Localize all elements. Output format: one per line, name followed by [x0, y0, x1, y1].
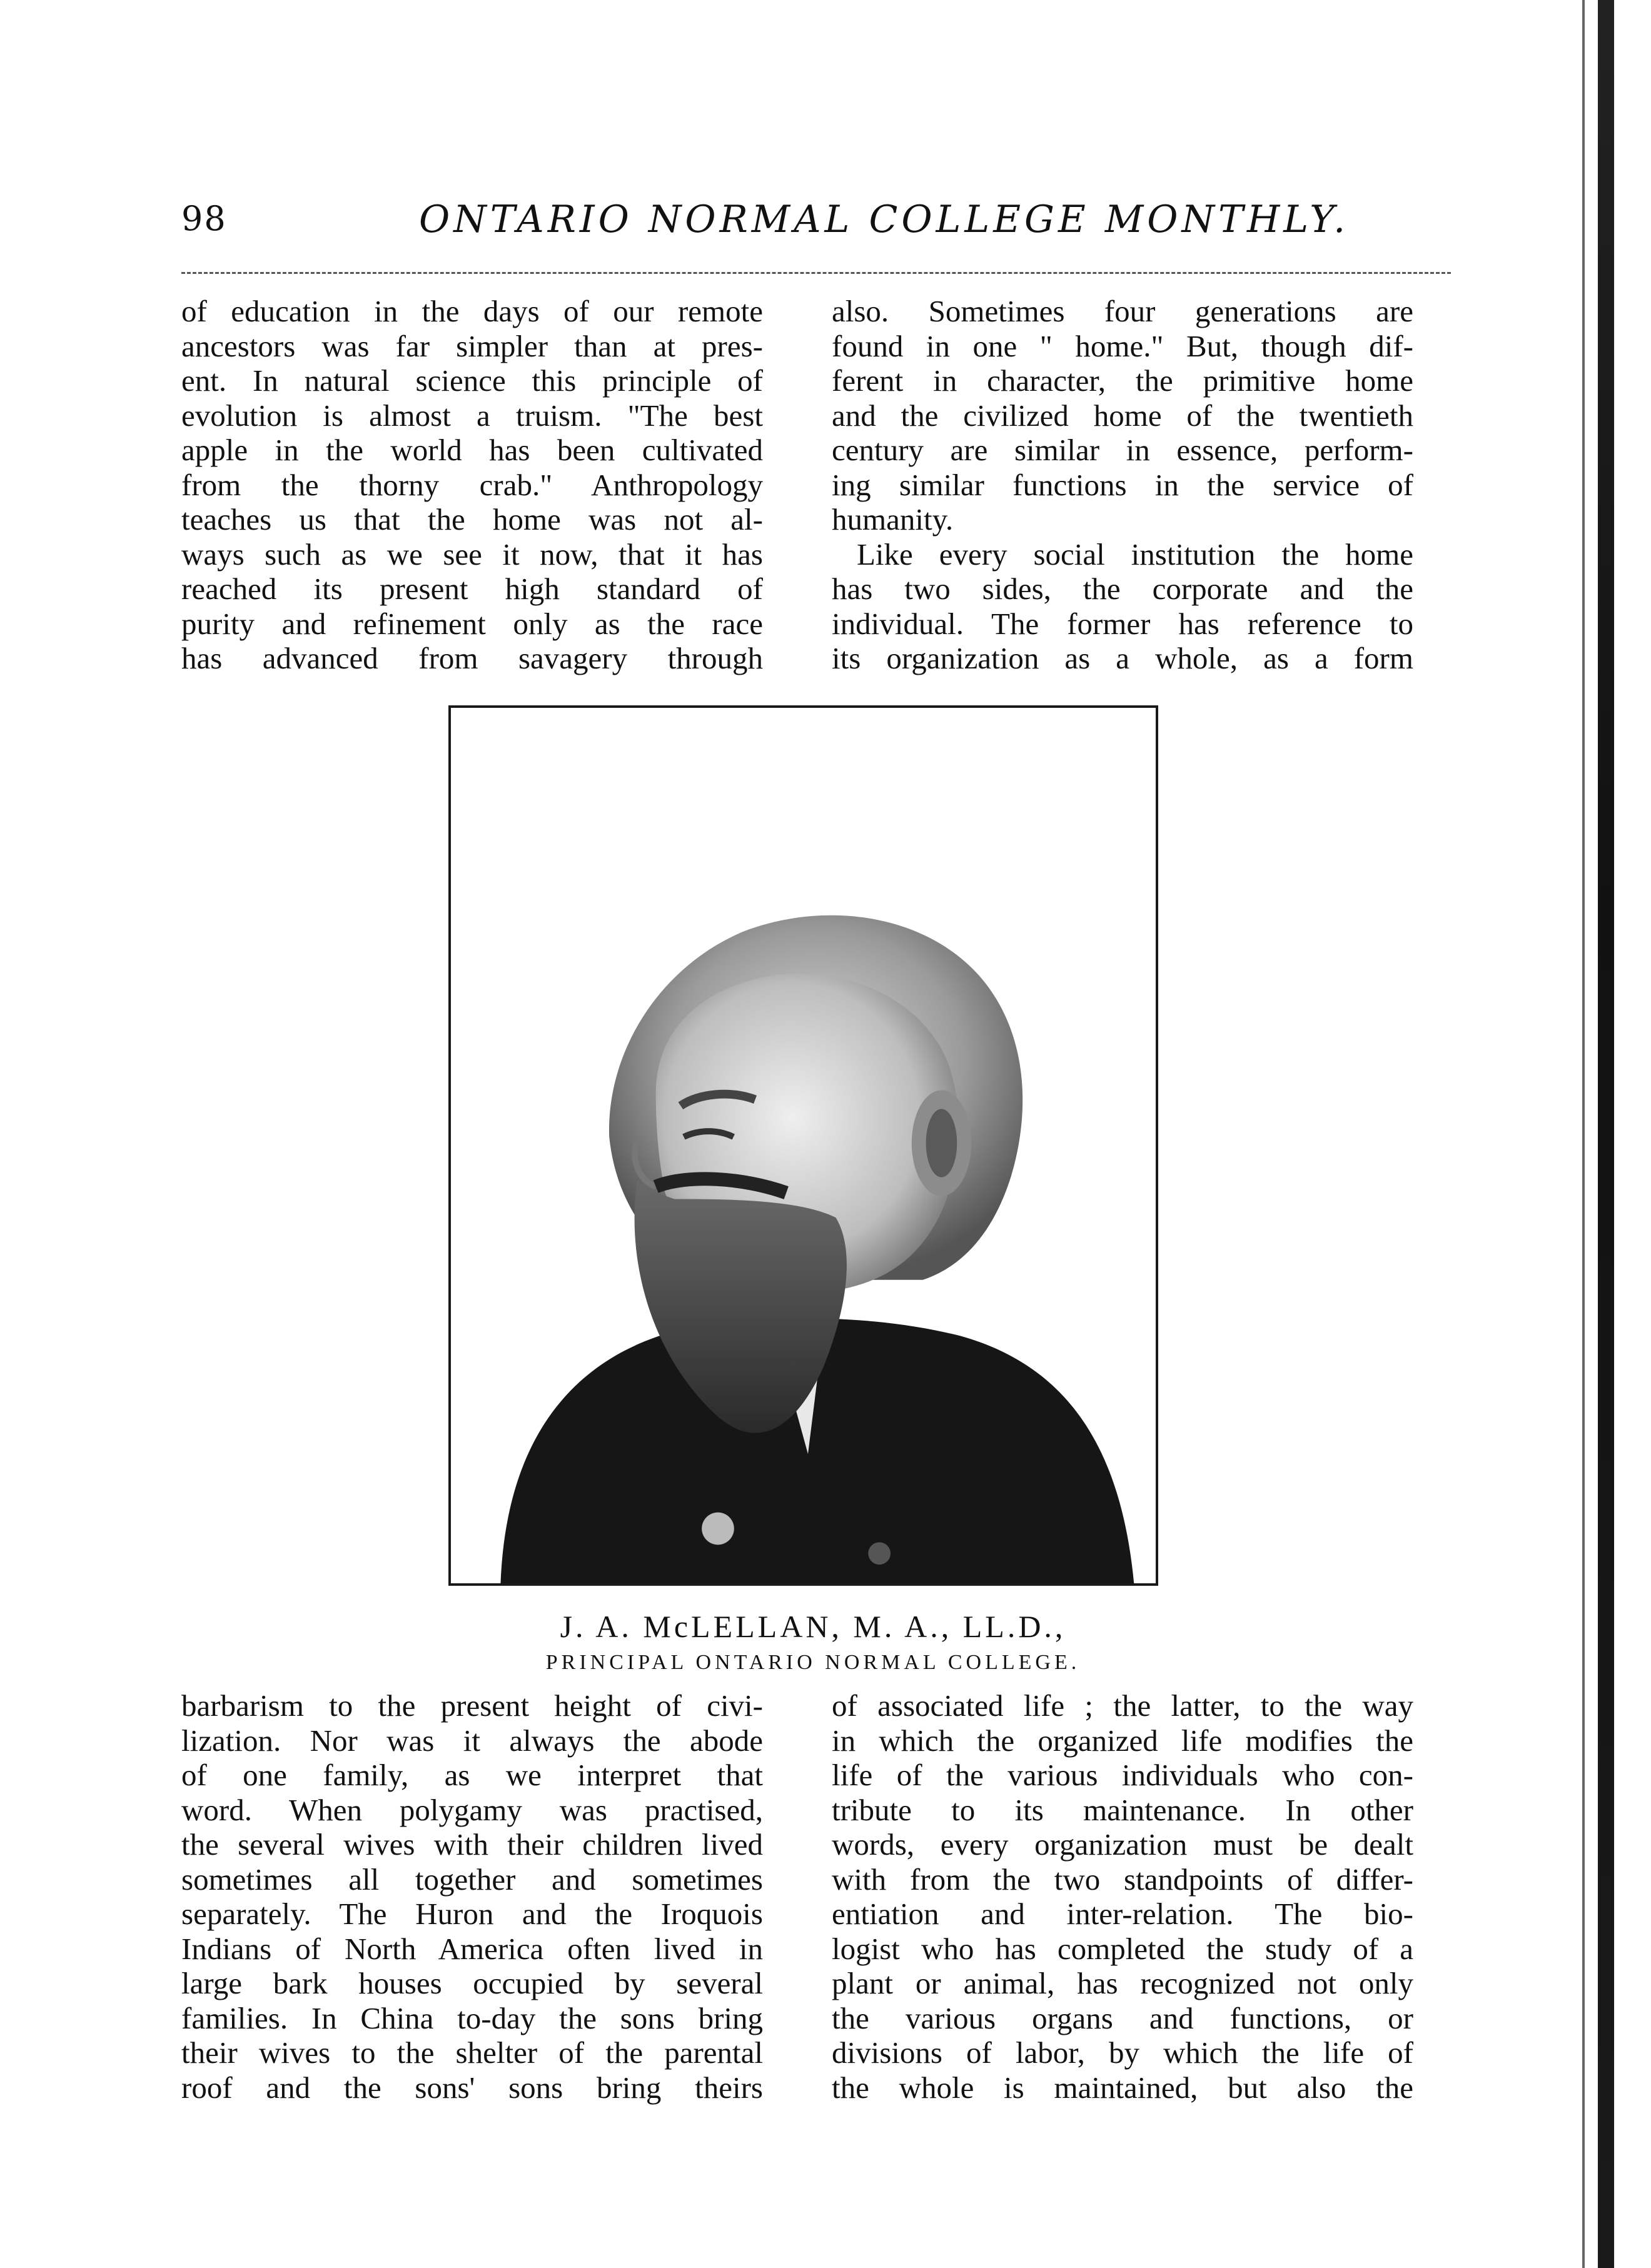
- text-line: Like every social institution the home: [857, 537, 1413, 572]
- text-line: teaches us that the home was not al-: [181, 502, 763, 537]
- text-line: in which the organized life modifies the: [832, 1723, 1413, 1758]
- text-line: Indians of North America often lived in: [181, 1931, 763, 1966]
- text-line: with from the two standpoints of differ-: [832, 1862, 1413, 1897]
- portrait-illustration: [451, 708, 1156, 1583]
- text-line: evolution is almost a truism. "The best: [181, 398, 763, 433]
- text-line: ferent in character, the primitive home: [832, 363, 1413, 398]
- page-header: [181, 199, 1451, 255]
- text-line: of education in the days of our remote: [181, 294, 763, 328]
- portrait-caption-name: J. A. McLELLAN, M. A., LL.D.,: [560, 1609, 1066, 1644]
- text-line: logist who has completed the study of a: [832, 1931, 1413, 1966]
- portrait-caption-title: PRINCIPAL ONTARIO NORMAL COLLEGE.: [545, 1651, 1081, 1674]
- text-line: the whole is maintained, but also the: [832, 2070, 1413, 2105]
- portrait-photo: [448, 705, 1158, 1586]
- running-title: ONTARIO NORMAL COLLEGE MONTHLY.: [419, 198, 1350, 241]
- text-line: reached its present high standard of: [181, 572, 763, 606]
- text-line: plant or animal, has recognized not only: [832, 1966, 1413, 2000]
- text-line: families. In China to-day the sons bring: [181, 2000, 763, 2035]
- text-line: individual. The former has reference to: [832, 606, 1413, 641]
- text-line: life of the various individuals who con-: [832, 1758, 1413, 1792]
- text-line: century are similar in essence, perform-: [832, 433, 1413, 467]
- header-rule: [181, 272, 1451, 274]
- text-line: ent. In natural science this principle of: [181, 363, 763, 398]
- text-line: of one family, as we interpret that: [181, 1758, 763, 1792]
- text-line: divisions of labor, by which the life of: [832, 2035, 1413, 2070]
- text-line: the several wives with their children lived: [181, 1827, 763, 1862]
- text-line: lization. Nor was it always the abode: [181, 1723, 763, 1758]
- text-line: word. When polygamy was practised,: [181, 1792, 763, 1827]
- text-line: apple in the world has been cultivated: [181, 433, 763, 467]
- text-line: large bark houses occupied by several: [181, 1966, 763, 2000]
- column-top-left: [181, 294, 763, 676]
- column-bottom-right: [832, 1688, 1413, 2105]
- text-line: of associated life ; the latter, to the way: [832, 1688, 1413, 1723]
- text-line: separately. The Huron and the Iroquois: [181, 1897, 763, 1931]
- text-line: purity and refinement only as the race: [181, 606, 763, 641]
- text-line: has advanced from savagery through: [181, 641, 763, 675]
- page-edge-line: [1582, 0, 1585, 2268]
- column-bottom-left: [181, 1688, 763, 2105]
- text-line: its organization as a whole, as a form: [832, 641, 1413, 675]
- text-line: their wives to the shelter of the parental: [181, 2035, 763, 2070]
- text-line: from the thorny crab." Anthropology: [181, 467, 763, 502]
- text-line: ing similar functions in the service of: [832, 467, 1413, 502]
- page-binding-edge: [1598, 0, 1614, 2268]
- text-line: barbarism to the present height of civi-: [181, 1688, 763, 1723]
- text-line: also. Sometimes four generations are: [832, 294, 1413, 328]
- text-line: tribute to its maintenance. In other: [832, 1792, 1413, 1827]
- column-top-right: [832, 294, 1413, 676]
- text-line: the various organs and functions, or: [832, 2000, 1413, 2035]
- text-line: roof and the sons' sons bring theirs: [181, 2070, 763, 2105]
- text-line: ways such as we see it now, that it has: [181, 537, 763, 572]
- page-number: 98: [181, 199, 227, 238]
- text-line: entiation and inter-relation. The bio-: [832, 1897, 1413, 1931]
- text-line: words, every organization must be dealt: [832, 1827, 1413, 1862]
- text-line: and the civilized home of the twentieth: [832, 398, 1413, 433]
- text-line: humanity.: [832, 502, 954, 537]
- text-line: sometimes all together and sometimes: [181, 1862, 763, 1897]
- text-line: has two sides, the corporate and the: [832, 572, 1413, 606]
- text-line: found in one " home." But, though dif-: [832, 328, 1413, 363]
- text-line: ancestors was far simpler than at pres-: [181, 328, 763, 363]
